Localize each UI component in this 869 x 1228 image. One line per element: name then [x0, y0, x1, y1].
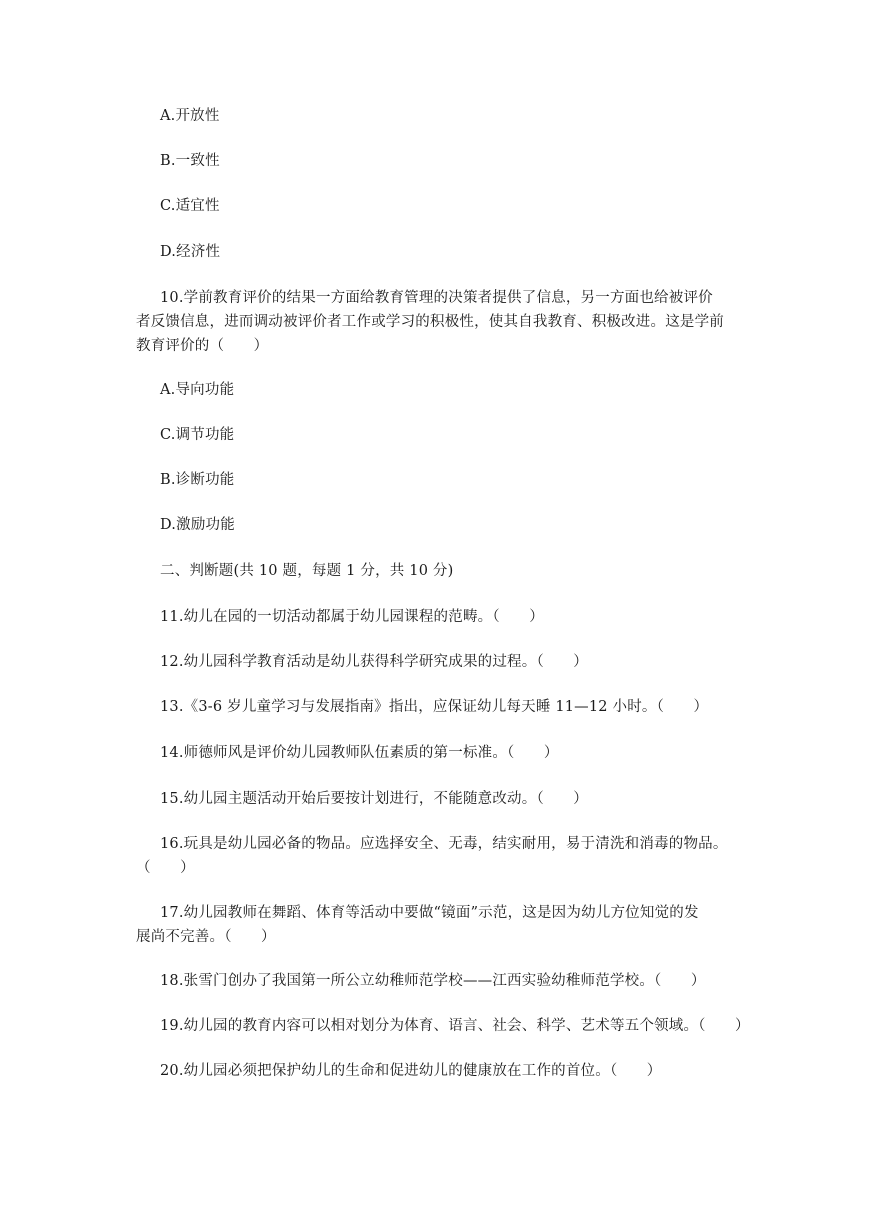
option-b-q10: B.诊断功能 [160, 472, 235, 488]
judgment-question-13: 13.《3-6 岁儿童学习与发展指南》指出，应保证幼儿每天睡 11—12 小时。（ ） [160, 699, 709, 715]
option-c-q9: C.适宜性 [160, 198, 220, 214]
section-title-judgment: 二、判断题(共 10 题，每题 1 分，共 10 分) [160, 563, 454, 579]
option-a-q9: A.开放性 [160, 108, 220, 124]
judgment-question-19: 19.幼儿园的教育内容可以相对划分为体育、语言、社会、科学、艺术等五个领域。（ ） [160, 1018, 750, 1034]
judgment-question-14: 14.师德师风是评价幼儿园教师队伍素质的第一标准。（ ） [160, 745, 559, 761]
option-a-q10: A.导向功能 [160, 382, 235, 398]
judgment-question-12: 12.幼儿园科学教育活动是幼儿获得科学研究成果的过程。（ ） [160, 654, 589, 670]
option-d-q9: D.经济性 [160, 244, 221, 260]
option-d-q10: D.激励功能 [160, 517, 235, 533]
judgment-question-17-line-1: 17.幼儿园教师在舞蹈、体育等活动中要做“镜面”示范，这是因为幼儿方位知觉的发 [160, 905, 699, 921]
question-10-line-2: 者反馈信息，进而调动被评价者工作或学习的积极性，使其自我教育、积极改进。这是学前 [136, 314, 724, 330]
judgment-question-18: 18.张雪门创办了我国第一所公立幼稚师范学校——江西实验幼稚师范学校。（ ） [160, 973, 706, 989]
judgment-question-15: 15.幼儿园主题活动开始后要按计划进行，不能随意改动。（ ） [160, 791, 589, 807]
question-10-line-1: 10.学前教育评价的结果一方面给教育管理的决策者提供了信息，另一方面也给被评价 [160, 290, 713, 306]
judgment-question-17-line-2: 展尚不完善。（ ） [136, 929, 276, 945]
judgment-question-16-line-1: 16.玩具是幼儿园必备的物品。应选择安全、无毒，结实耐用，易于清洗和消毒的物品。 [160, 836, 728, 852]
option-c-q10: C.调节功能 [160, 427, 235, 443]
judgment-question-16-line-2: （ ） [136, 860, 195, 876]
option-b-q9: B.一致性 [160, 153, 220, 169]
question-10-line-3: 教育评价的（ ） [136, 338, 269, 354]
judgment-question-11: 11.幼儿在园的一切活动都属于幼儿园课程的范畴。（ ） [160, 609, 544, 625]
judgment-question-20: 20.幼儿园必须把保护幼儿的生命和促进幼儿的健康放在工作的首位。（ ） [160, 1063, 662, 1079]
